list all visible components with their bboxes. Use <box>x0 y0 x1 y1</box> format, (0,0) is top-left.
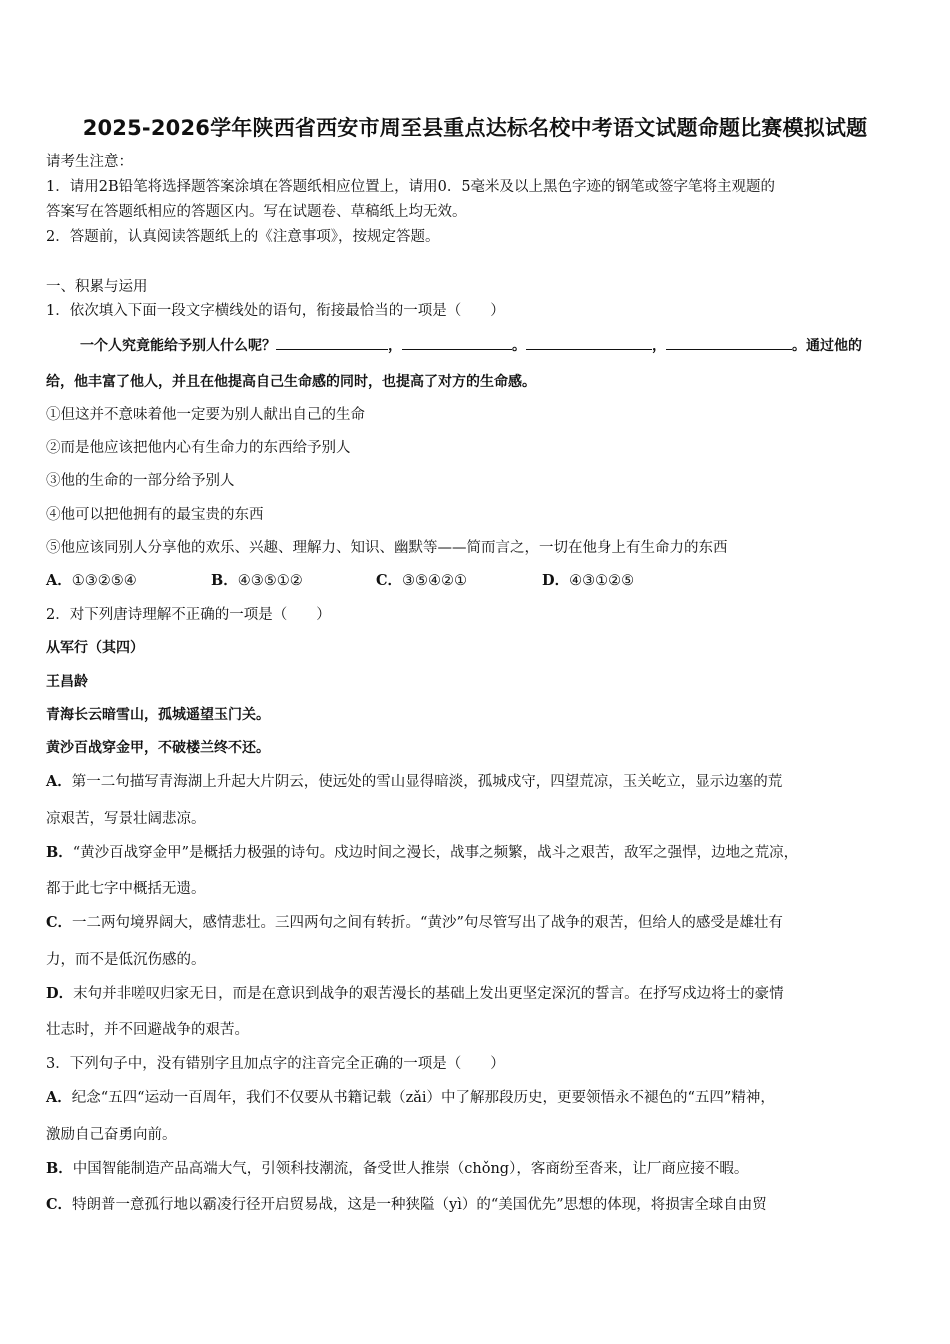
notice-heading: 请考生注意： <box>46 154 133 170</box>
q1-item-2: ②而是他应该把他内心有生命力的东西给予别人 <box>46 440 351 456</box>
q1-blank-3 <box>526 335 652 350</box>
q1-option-c[interactable] <box>376 571 542 591</box>
q2-option-a-letter: A． <box>46 773 72 790</box>
q2-poem-title: 从军行（其四） <box>46 640 144 656</box>
q1-passage-line-2: 给，他丰富了他人，并且在他提高自己生命感的同时，也提高了对方的生命感。 <box>46 374 536 390</box>
q1-option-a-letter: A． <box>46 572 72 589</box>
q1-item-1: ①但这并不意味着他一定要为别人献出自己的生命 <box>46 407 365 423</box>
notice-line-1a: 1．请用2B铅笔将选择题答案涂填在答题纸相应位置上，请用0．5毫米及以上黑色字迹的钢笔或签字笔将主观题的 <box>46 179 776 195</box>
q2-stem: 2．对下列唐诗理解不正确的一项是（ ） <box>46 607 331 623</box>
q3-option-b-letter: B． <box>46 1160 73 1177</box>
notice-line-2: 2．答题前，认真阅读答题纸上的《注意事项》，按规定答题。 <box>46 229 440 245</box>
q3-option-a-text: 纪念“五四“运动一百周年，我们不仅要从书籍记载（zǎi）中了解那段历史，更要领悟永不褪色的“五四”精神， <box>71 1090 775 1106</box>
q1-blank-2 <box>402 335 512 350</box>
q1-option-a-text: ①③②⑤④ <box>71 573 137 589</box>
q3-option-a-letter: A． <box>46 1089 72 1106</box>
q2-option-c-letter: C． <box>46 914 73 931</box>
q1-option-a[interactable] <box>46 571 211 591</box>
q1-option-d-text: ④③①②⑤ <box>569 573 635 589</box>
q3-option-c-text: 特朗普一意孤行地以霸凌行径开启贸易战，这是一种狭隘（yì）的“美国优先”思想的体现，将损害全球自由贸 <box>72 1197 767 1213</box>
q1-option-c-letter: C． <box>376 572 403 589</box>
q1-passage-start: 一个人究竟能给予别人什么呢？ <box>80 338 276 354</box>
q3-option-a-cont: 激励自己奋勇向前。 <box>46 1127 177 1143</box>
notice-line-1b: 答案写在答题纸相应的答题区内。写在试题卷、草稿纸上均无效。 <box>46 204 467 220</box>
q1-blank-4 <box>666 335 792 350</box>
q2-option-d-text: 末句并非嗟叹归家无日，而是在意识到战争的艰苦漫长的基础上发出更坚定深沉的誓言。在抒写戍边将士的豪情 <box>73 986 784 1002</box>
q3-option-b[interactable] <box>46 1159 748 1179</box>
q3-stem: 3．下列句子中，没有错别字且加点字的注音完全正确的一项是（ ） <box>46 1056 505 1072</box>
q2-option-c-cont: 力，而不是低沉伤感的。 <box>46 952 206 968</box>
q2-option-b[interactable] <box>46 843 798 863</box>
q1-item-3: ③他的生命的一部分给予别人 <box>46 473 235 489</box>
q1-blank-1 <box>276 335 388 350</box>
q2-option-d-letter: D． <box>46 985 74 1002</box>
q3-option-b-text: 中国智能制造产品高端大气，引领科技潮流，备受世人推崇（chǒng），客商纷至沓来，让厂商应接不暇。 <box>72 1161 749 1177</box>
q1-item-4: ④他可以把他拥有的最宝贵的东西 <box>46 507 264 523</box>
q2-option-b-letter: B． <box>46 844 73 861</box>
q2-option-b-text: “黄沙百战穿金甲”是概括力极强的诗句。戍边时间之漫长，战事之频繁，战斗之艰苦，敌军之强悍，边地之荒凉， <box>72 845 799 861</box>
section-heading: 一、积累与运用 <box>46 279 148 295</box>
q3-option-c[interactable] <box>46 1195 767 1215</box>
q2-option-c-text: 一二两句境界阔大，感情悲壮。三四两句之间有转折。“黄沙”句尽管写出了战争的艰苦，但给人的感受是雄壮有 <box>72 915 783 931</box>
q3-option-a[interactable] <box>46 1088 775 1108</box>
q1-option-d-letter: D． <box>542 572 570 589</box>
q1-item-5: ⑤他应该同别人分享他的欢乐、兴趣、理解力、知识、幽默等——简而言之，一切在他身上有生命力的东西 <box>46 540 728 556</box>
q2-poem-author: 王昌龄 <box>46 674 88 690</box>
q1-sep-2: 。 <box>512 338 526 354</box>
q1-option-b-letter: B． <box>211 572 238 589</box>
q1-option-c-text: ③⑤④②① <box>402 573 468 589</box>
q2-option-b-cont: 都于此七字中概括无遗。 <box>46 881 206 897</box>
q3-option-c-letter: C． <box>46 1196 73 1213</box>
document-title: 2025-2026学年陕西省西安市周至县重点达标名校中考语文试题命题比赛模拟试题 <box>82 116 868 140</box>
q2-option-a-cont: 凉艰苦，写景壮阔悲凉。 <box>46 811 206 827</box>
q1-option-b[interactable] <box>211 571 376 591</box>
q1-option-d[interactable] <box>542 571 634 591</box>
q1-stem: 1．依次填入下面一段文字横线处的语句，衔接最恰当的一项是（ ） <box>46 303 505 319</box>
q2-verse-1: 青海长云暗雪山，孤城遥望玉门关。 <box>46 707 270 723</box>
q2-option-a[interactable] <box>46 772 782 792</box>
q2-option-c[interactable] <box>46 913 783 933</box>
q1-passage-end: 。通过他的 <box>792 338 862 354</box>
q2-option-d[interactable] <box>46 984 784 1004</box>
q1-passage-line-1 <box>80 335 862 356</box>
q1-sep-1: ， <box>388 338 402 354</box>
q2-option-a-text: 第一二句描写青海湖上升起大片阴云，使远处的雪山显得暗淡，孤城戍守，四望荒凉，玉关屹立，显示边塞的荒 <box>71 774 783 790</box>
q1-options <box>46 571 634 591</box>
q2-verse-2: 黄沙百战穿金甲，不破楼兰终不还。 <box>46 740 270 756</box>
q1-option-b-text: ④③⑤①② <box>237 573 303 589</box>
q1-sep-3: ， <box>652 338 666 354</box>
q2-option-d-cont: 壮志时，并不回避战争的艰苦。 <box>46 1022 249 1038</box>
